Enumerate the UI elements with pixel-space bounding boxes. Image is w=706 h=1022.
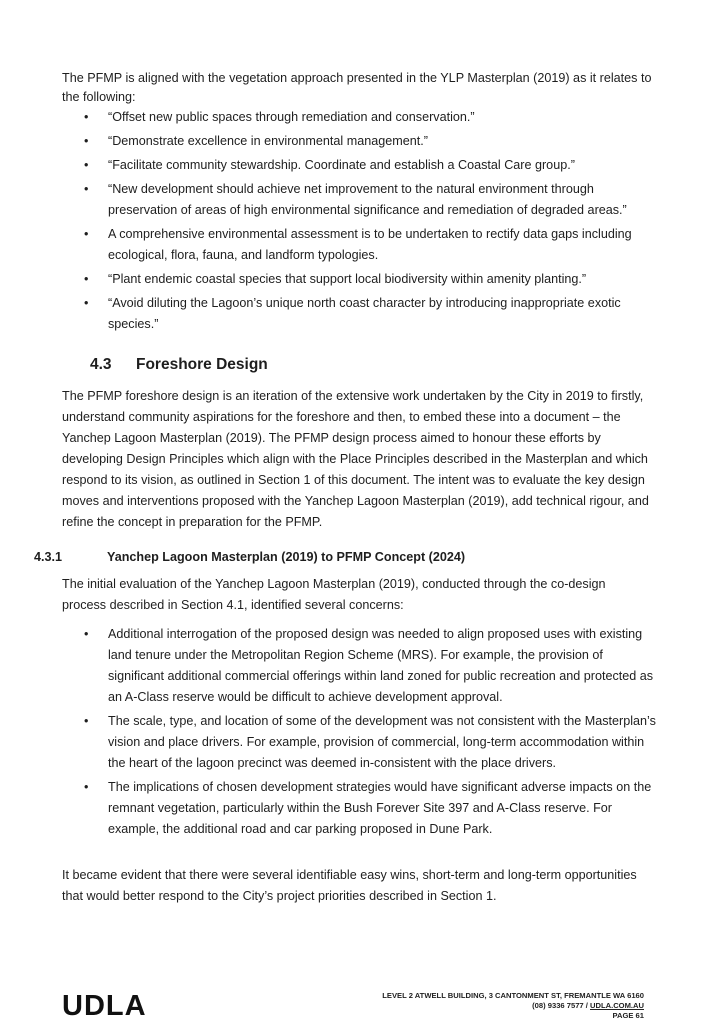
- evaluation-paragraph: The initial evaluation of the Yanchep Lagoon Masterplan (2019), conducted through the co-design process described in Section 4.1, identified several concerns:: [62, 577, 606, 612]
- page-number: PAGE 61: [612, 1011, 644, 1020]
- footer-phone: (08) 9336 7577: [532, 1001, 584, 1010]
- list-item: • “Avoid diluting the Lagoon’s unique north coast character by introducing inappropriate exotic species.”: [84, 293, 656, 335]
- footer-separator: /: [583, 1001, 590, 1010]
- conclusion-paragraph: It became evident that there were several identifiable easy wins, short-term and long-term opportunities that would better respond to the City’s project priorities described in Section 1.: [62, 868, 637, 903]
- list-item: • “Plant endemic coastal species that support local biodiversity within amenity planting.”: [84, 269, 656, 290]
- list-item: • A comprehensive environmental assessment is to be undertaken to rectify data gaps including ecological, flora, fauna, and landform typologies.: [84, 224, 656, 266]
- list-item: • The scale, type, and location of some of the development was not consistent with the Masterplan’s vision and place drivers. For example, provision of commercial, long-term accommodation within the heart of the lagoon precinct was deemed in-consistent with the place drivers.: [84, 711, 656, 774]
- subsection-number: 4.3.1: [34, 550, 63, 564]
- list-item: • “Offset new public spaces through remediation and conservation.”: [84, 107, 656, 128]
- section-heading: [90, 356, 268, 374]
- concerns-list: [84, 624, 656, 843]
- footer-phone-web: [382, 1001, 644, 1011]
- udla-logo: UDLA: [62, 990, 147, 1022]
- intro-paragraph: The PFMP is aligned with the vegetation approach presented in the YLP Masterplan (2019) as it relates to the following:: [62, 71, 652, 104]
- list-item: • “Demonstrate excellence in environmental management.”: [84, 131, 656, 152]
- list-item: • “Facilitate community stewardship. Coordinate and establish a Coastal Care group.”: [84, 155, 656, 176]
- subsection-title: Yanchep Lagoon Masterplan (2019) to PFMP Concept (2024): [107, 550, 466, 564]
- list-item: • The implications of chosen development strategies would have significant adverse impacts on the remnant vegetation, particularly within the Bush Forever Site 397 and A-Class reserve. For example, the additional road and car parking proposed in Dune Park.: [84, 777, 656, 840]
- list-item: • Additional interrogation of the proposed design was needed to align proposed uses with existing land tenure under the Metropolitan Region Scheme (MRS). For example, the provision of significant additional commercial offerings within land zoned for public recreation and protected as an A-Class reserve would be difficult to achieve development approval.: [84, 624, 656, 708]
- footer-address: LEVEL 2 ATWELL BUILDING, 3 CANTONMENT ST, FREMANTLE WA 6160: [382, 991, 644, 1000]
- footer-website-link[interactable]: UDLA.COM.AU: [590, 1001, 644, 1010]
- list-item: • “New development should achieve net improvement to the natural environment through preservation of areas of high environmental significance and remediation of degraded areas.”: [84, 179, 656, 221]
- footer-contact: [382, 991, 644, 1021]
- section-number: 4.3: [90, 356, 112, 373]
- vegetation-approach-list: [84, 107, 656, 338]
- subsection-heading: [34, 550, 465, 564]
- section-title: Foreshore Design: [136, 356, 268, 373]
- foreshore-design-paragraph: The PFMP foreshore design is an iteration of the extensive work undertaken by the City in 2019 to firstly, understand community aspirations for the foreshore and then, to embed these into a document – the Yanchep Lagoon Masterplan (2019). The PFMP design process aimed to honour these efforts by developing Design Principles which align with the Place Principles described in the Masterplan and which respond to its vision, as outlined in Section 1 of this document. The intent was to evaluate the key design moves and interventions proposed with the Yanchep Lagoon Masterplan (2019), add technical rigour, and refine the concept in preparation for the PFMP.: [62, 389, 649, 529]
